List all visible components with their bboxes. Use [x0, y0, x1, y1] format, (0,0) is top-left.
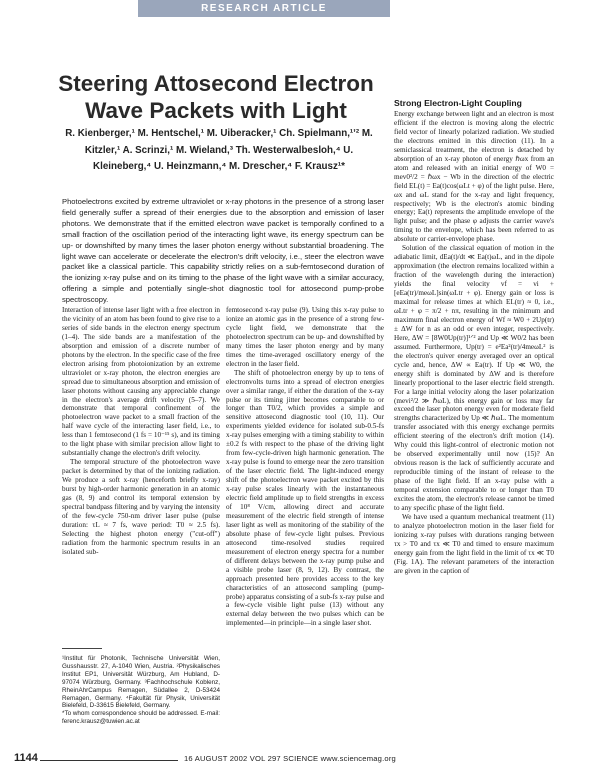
body-column-left — [62, 306, 220, 557]
footnote-divider — [62, 648, 102, 649]
body-column-middle — [226, 306, 384, 628]
body-paragraph: Solution of the classical equation of motion in the adiabatic limit, dEa(t)/dt ≪ Ea(t)ωL, and in the dipole approximation (the electron remains localized within a fraction of the wavelength during the interaction) yields the final velocity vf = vi + [eEa(tr)/meωL]sin(ωLtr + φ). Energy gain or loss is maximal for release times at which EL(tr) ≈ 0, i.e., ωLtr + φ = π/2 + nπ, resulting in the minimum and maximum final electron energy of Wf ≈ W0 + 2Up(tr) ± ΔW for n as an odd or even integer, respectively. Here, ΔW = [8W0Up(tr)]¹ᐟ² and Up ≪ W0/2 has been assumed. Furthermore, Up(tr) = e²Ea²(tr)/4meωL² is the electron's quiver energy averaged over an optical cycle and, hence, ΔW ∝ Ea(tr). If Up ≪ W0, the energy shift is dominated by ΔW and is therefore linearly proportional to the laser electric field strength. For a large initial velocity along the laser polarization (mevi²/2 ≫ ℏωL), this energy gain or loss may far exceed the laser photon energy even for moderate field strengths characterized by Up ≪ ℏωL. The momentum transfer associated with this energy exchange permits efficient steering of the electron's drift motion (14). Why could this light-control of electronic motion not be observed experimentally until now (15)? An obvious reason is the lack of sufficiently accurate and reproducible timing of the instant of release to the phase of the light field. If an x-ray pulse with a temporal extension comparable to or longer than T0 excites the atom, the electron's release cannot be timed to any specific phase of the light field. — [394, 244, 554, 512]
body-paragraph: We have used a quantum mechanical treatment (11) to analyze photoelectron motion in the laser field for ionizing x-ray pulses with durations ranging between τx > T0 and τx ≪ T0 and timed to ensure maximum energy gain from the light field in the limit of τx ≪ T0 (Fig. 1A). The relevant parameters of the interaction are given in the caption of — [394, 512, 554, 575]
body-paragraph: Interaction of intense laser light with a free electron in the vicinity of an atom has been found to give rise to a series of side bands in the electron energy spectrum (1–4). The side bands are a manifestation of the absorption and emission of a discrete number of photons by the electron. In the specific case of the free electron arising from photoionization by an extreme ultraviolet or x-ray photon, the electron energies are spread due to simultaneous absorption and emission of laser photons without causing any appreciable change in the electron's average drift velocity (5–7). We demonstrate that temporal confinement of the photoelectron wave packet to a small fraction of the half wave cycle of the interacting laser field, i.e., to less than 1 femtosecond (1 fs = 10⁻¹⁵ s), and its timing to the light phase with similar precision allow light to substantially change the electron's drift velocity. — [62, 306, 220, 458]
body-paragraph: The temporal structure of the photoelectron wave packet is determined by that of the ionizing radiation. We produce a soft x-ray (henceforth briefly x-ray) burst by high-order harmonic generation in an atomic gas (8, 9) and control its temporal extension by spectral bandpass filtering and by varying the intensity of the few-cycle 750-nm driver laser pulse (pulse duration: τL ≈ 7 fs, wave period: T0 ≈ 2.5 fs). Selecting the highest photon energy ("cut-off") radiation from the harmonic spectrum results in an isolated sub- — [62, 458, 220, 556]
author-list: R. Kienberger,¹ M. Hentschel,¹ M. Uiberacker,¹ Ch. Spielmann,¹ʼ² M. Kitzler,¹ A. Scrinzi,¹ M. Wieland,³ Th. Westerwalbesloh,⁴ U. Kleineberg,⁴ U. Heinzmann,⁴ M. Drescher,⁴ F. Krausz¹* — [65, 128, 373, 172]
footer-divider — [40, 760, 178, 761]
journal-info: 16 AUGUST 2002 VOL 297 SCIENCE www.sciencemag.org — [184, 754, 396, 763]
correspondence-note: *To whom correspondence should be addressed. E-mail: ferenc.krausz@tuwien.ac.at — [62, 710, 220, 726]
body-column-right — [394, 97, 554, 576]
section-heading: Strong Electron-Light Coupling — [394, 98, 522, 108]
affiliations: ¹Institut für Photonik, Technische Universität Wien, Gusshausstr. 27, A-1040 Wien, Austria. ²Physikalisches Institut EP1, Universität Würzburg, Am Hubland, D-97074 Würzburg, Germany. ³Fachhochschule Koblenz, RheinAhrCampus Remagen, Südallee 2, D-53424 Remagen, Germany. ⁴Fakultät für Physik, Universität Bielefeld, D-33615 Bielefeld, Germany. — [62, 655, 220, 710]
abstract: Photoelectrons excited by extreme ultraviolet or x-ray photons in the presence of a strong laser field generally suffer a spread of their energies due to the absorption and emission of laser photons. We demonstrate that if the emitted electron wave packet is temporally confined to a small fraction of the oscillation period of the interacting light wave, its energy spectrum can be up- or downshifted by many times the laser photon energy without substantial broadening. The light wave can accelerate or decelerate the electron's drift velocity, i.e., steer the electron wave packet like a classical particle. This capability strictly relies on a sub-femtosecond duration of the ionizing x-ray pulse and on its timing to the phase of the light wave with a similar accuracy, offering a simple and potentially single-shot diagnostic tool for attosecond pump-probe spectroscopy. — [62, 197, 384, 305]
body-paragraph: The shift of photoelectron energy by up to tens of electronvolts turns into a spread of electron energies over a similar range, if either the duration of the x-ray pulse or its timing jitter becomes comparable to or longer than T0/2, which provides a simple and sensitive attosecond diagnostic tool (10, 11). Our experiments yielded evidence for isolated sub-0.5-fs x-ray pulses emerging with a timing stability to within ±0.2 fs with respect to the phase of the driving light from few-cycle-driven high harmonic generation. The x-ray pulse is found to emerge near the zero transition of the laser electric field. The light-induced energy shift of the photoelectron wave packet excited by this x-ray pulse scales linearly with the instantaneous electric field amplitude up to field strengths in excess of 10⁸ V/cm, allowing direct and accurate measurement of the electric field strength of intense laser light as well as monitoring of the stability of the absolute phase of few-cycle light pulses. Previous attosecond time-resolved studies required measurement of electron energy spectra for a number of different delays between the x-ray pump pulse and a visible probe laser (8, 9, 12). By contrast, the approach presented here provides access to the key characteristics of an attosecond sampling (pump-probe) apparatus consisting of a sub-fs x-ray pulse and a few-cycle visible light pulse (13) without any external delay between the two pulses which can be implemented—in principle—in a single laser shot. — [226, 368, 384, 628]
page-number: 1144 — [14, 752, 38, 764]
section-banner: RESEARCH ARTICLE — [138, 0, 390, 17]
body-paragraph: femtosecond x-ray pulse (9). Using this x-ray pulse to ionize an atomic gas in the presence of a strong few-cycle light field, we demonstrate that the photoelectron spectrum can be up- and downshifted by many times the laser photon energy and by many times the time-averaged oscillatory energy of the electron in the laser field. — [226, 306, 384, 368]
affiliations-footnote — [62, 655, 220, 726]
article-title: Steering Attosecond Electron Wave Packets with Light — [58, 71, 374, 123]
body-paragraph: Energy exchange between light and an electron is most efficient if the electron is moving along the electric field vector of linearly polarized radiation. We studied the electrons emitted in this direction (11). In a semiclassical treatment, the electron is detached by absorption of an x-ray photon of energy ℏωx from an atom and released with an initial energy of W0 = mev0²/2 = ℏωx − Wb in the direction of the electric field EL(t) = Ea(t)cos(ωLt + φ) of the light pulse. Here, ωx and ωL stand for the x-ray and light frequency, respectively; Wb is the electron's atomic binding energy; Ea(t) represents the amplitude envelope of the light pulse; and the phase φ adjusts the carrier wave's timing to the envelope, which has been referred to as absolute or carrier-envelope phase. — [394, 110, 554, 244]
page-footer — [0, 752, 600, 766]
